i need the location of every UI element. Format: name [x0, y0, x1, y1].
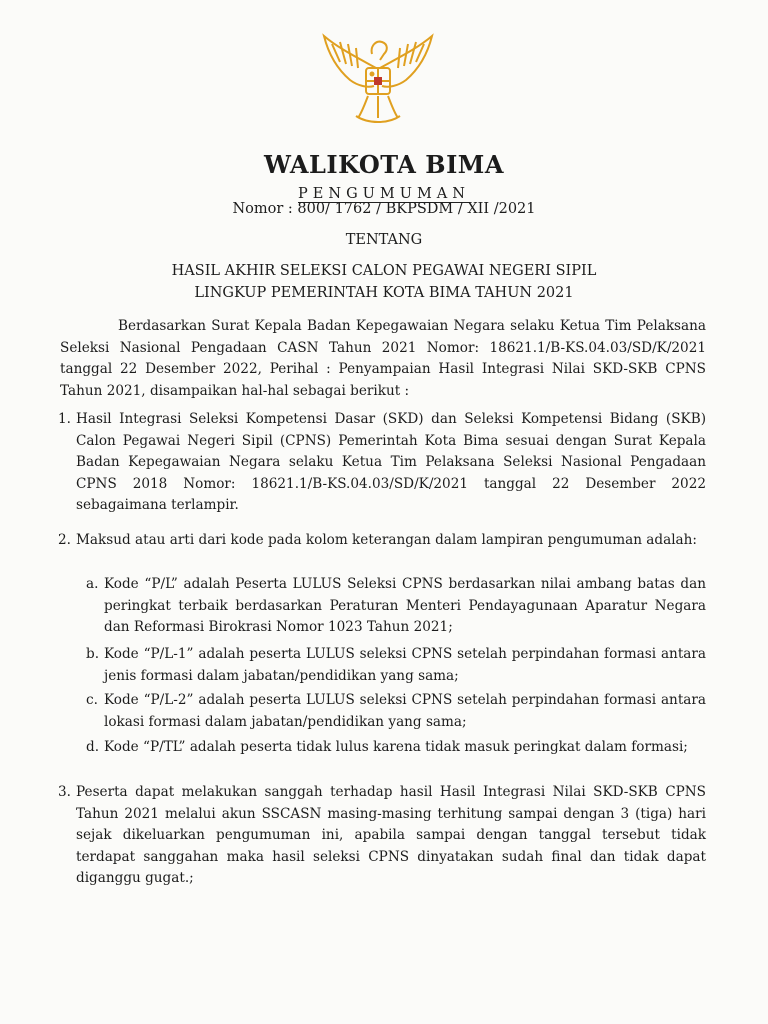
item-text: Maksud atau arti dari kode pada kolom keterangan dalam lampiran pengumuman adalah: [76, 532, 697, 548]
subitem-text: Kode “P/L-2” adalah peserta LULUS seleksi CPNS setelah perpindahan formasi antara lokasi formasi dalam jabatan/pendidikan yang sama; [104, 692, 706, 730]
document-type-label: PENGUMUMAN [298, 186, 470, 202]
subitem-label: d. [86, 739, 100, 755]
tentang-label: TENTANG [345, 232, 423, 248]
issuer-title: WALIKOTA BIMA [264, 150, 504, 179]
subitem-text: Kode “P/L-1” adalah peserta LULUS seleksi CPNS setelah perpindahan formasi antara jenis formasi dalam jabatan/pendidikan yang sama; [104, 646, 706, 684]
subject-line-1: HASIL AKHIR SELEKSI CALON PEGAWAI NEGERI SIPIL [171, 263, 597, 279]
item-text: Peserta dapat melakukan sanggah terhadap hasil Hasil Integrasi Nilai SKD-SKB CPNS Tahun 2021 melalui akun SSCASN masing-masing terhitung sampai dengan 3 (tiga) hari sejak dikeluarkan pengumuman ini, apabila sampai dengan tanggal tersebut tidak terdapat sanggahan maka hasil seleksi CPNS dinyatakan sudah final dan tidak dapat diganggu gugat.; [76, 784, 706, 886]
document-type [0, 186, 768, 202]
item-number: 2. [58, 532, 71, 548]
subitem-label: c. [86, 692, 98, 708]
subject-heading [0, 260, 768, 304]
intro-paragraph: Berdasarkan Surat Kepala Badan Kepegawaian Negara selaku Ketua Tim Pelaksana Seleksi Nasional Pengadaan CASN Tahun 2021 Nomor: 18621.1/B-KS.04.03/SD/K/2021 tanggal 22 Desember 2022, Perihal : Penyampaian Hasil Integrasi Nilai SKD-SKB CPNS Tahun 2021, disampaikan hal-hal sebagai berikut : [60, 318, 706, 399]
subitem-text: Kode “P/TL” adalah peserta tidak lulus karena tidak masuk peringkat dalam formasi; [104, 739, 688, 755]
item-text: Hasil Integrasi Seleksi Kompetensi Dasar (SKD) dan Seleksi Kompetensi Bidang (SKB) Calon Pegawai Negeri Sipil (CPNS) Pemerintah Kota Bima sesuai dengan Surat Kepala Badan Kepegawaian Negara selaku Ketua Tim Pelaksana Seleksi Nasional Pengadaan CPNS 2018 Nomor: 18621.1/B-KS.04.03/SD/K/2021 tanggal 22 Desember 2022 sebagaimana terlampir. [76, 411, 706, 513]
document-number: Nomor : 800/ 1762 / BKPSDM / XII /2021 [232, 201, 536, 217]
subitem-text: Kode “P/L” adalah Peserta LULUS Seleksi CPNS berdasarkan nilai ambang batas dan peringkat terbaik berdasarkan Peraturan Menteri Pendayagunaan Aparatur Negara dan Reformasi Birokrasi Nomor 1023 Tahun 2021; [104, 576, 706, 635]
subitem-label: a. [86, 576, 99, 592]
subitem-label: b. [86, 646, 100, 662]
subject-line-2: LINGKUP PEMERINTAH KOTA BIMA TAHUN 2021 [194, 285, 574, 301]
garuda-emblem-icon [318, 28, 438, 128]
item-number: 3. [58, 784, 71, 800]
item-number: 1. [58, 411, 71, 427]
